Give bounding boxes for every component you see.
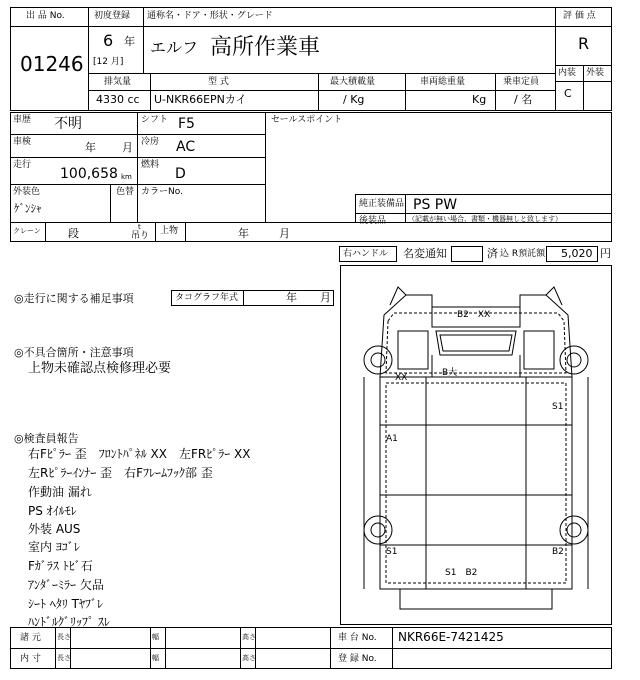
displacement-value: 4330 cc [96, 93, 140, 106]
damage-mark-cab-center: B大 [442, 368, 458, 378]
equipment-value: PS PW [413, 197, 458, 213]
damage-mark-right-mid: S1 [552, 402, 564, 412]
max-load-value: / Kg [343, 93, 365, 106]
interior-grade: C [564, 87, 572, 100]
first-reg-label: 初度登録 [94, 11, 131, 21]
car-name: エルフ [150, 38, 199, 57]
fuel-label: 燃料 [141, 160, 160, 170]
equipment-label: 純正装備品 [359, 199, 405, 209]
name-change-box [451, 246, 483, 262]
ac-label: 冷房 [141, 137, 160, 147]
recycle-prefix: 済 [487, 247, 498, 260]
inspector-line: ﾊﾝﾄﾞﾙｸﾞﾘｯﾌﾟ ｽﾚ [28, 615, 110, 629]
displacement-label: 排気量 [104, 77, 132, 87]
first-reg-month: [12 月] [93, 57, 124, 67]
capacity-label: 乗車定員 [503, 77, 540, 87]
ext-color-value: ｹﾞﾝｼｬ [14, 202, 42, 215]
crane-t: t [138, 223, 141, 231]
lot-number: 01246 [20, 52, 84, 76]
ac-value: AC [176, 139, 196, 155]
shift-label: シフト [141, 115, 169, 125]
lot-label: 出 品 No. [26, 11, 65, 21]
exterior-label: 外装 [586, 68, 605, 78]
crane-tsuri: 吊り [131, 231, 150, 241]
tacho-year: 年 [286, 291, 297, 304]
history-label: 車歴 [13, 115, 32, 125]
topload-label: 上物 [160, 226, 179, 236]
color-no-label: 色替 [116, 187, 135, 197]
inspection-label: 車検 [13, 137, 32, 147]
drive-side: 右ハンドル [343, 249, 389, 259]
interior-width-label: 幅 [152, 654, 159, 662]
tacho-label: タコグラフ年式 [175, 293, 239, 303]
gross-weight-value: Kg [472, 93, 487, 106]
aftermarket-note: （記載が無い場合、書類・機器無しと致します） [408, 215, 562, 223]
travel-notes-title: ◎走行に関する補足事項 [14, 292, 134, 305]
dims-length-label: 長さ [57, 633, 71, 641]
damage-mark-left-rear: S1 [386, 547, 398, 557]
damage-mark-rear: S1 B2 [445, 568, 478, 578]
history-value: 不明 [54, 116, 82, 132]
rating-value: R [578, 34, 590, 53]
dims-width-label: 幅 [152, 633, 159, 641]
inspector-line: 作動油 漏れ [28, 485, 92, 499]
ext-color-label: 外装色 [13, 187, 41, 197]
aftermarket-label: 後装品 [359, 216, 387, 226]
recycle-label: 込 R預託額 [500, 249, 546, 259]
inspector-line: Fｶﾞﾗｽ ﾄﾋﾞ石 [28, 559, 93, 573]
topload-year: 年 [238, 227, 249, 240]
inspector-line: 左Rﾋﾟﾗｰｲﾝﾅｰ 歪 右Fﾌﾚｰﾑﾌｯｸ部 歪 [28, 466, 213, 480]
interior-label: 内装 [558, 68, 577, 78]
inspector-line: 外装 AUS [28, 522, 81, 536]
crane-label: クレーン [13, 227, 41, 235]
car-grade: 高所作業車 [210, 35, 321, 60]
defect-title: ◎不具合箇所・注意事項 [14, 346, 134, 359]
shift-value: F5 [178, 116, 195, 132]
sales-point-label: セールスポイント [271, 115, 343, 125]
mileage-label: 走行 [13, 160, 32, 170]
capacity-value: / 名 [514, 93, 533, 106]
max-load-label: 最大積載量 [330, 77, 376, 87]
inspection-month: 月 [122, 141, 133, 154]
inspector-line: 右Fﾋﾟﾗｰ 歪 ﾌﾛﾝﾄﾊﾟﾈﾙ XX 左FRﾋﾟﾗｰ XX [28, 447, 251, 461]
inspector-line: ｼｰﾄ ﾍﾀﾘ Tﾔﾌﾞﾚ [28, 597, 103, 611]
crane-dan: 段 [68, 227, 79, 240]
chassis-number: NKR66E-7421425 [398, 630, 504, 644]
recycle-unit: 円 [600, 247, 611, 260]
inspector-title: ◎検査員報告 [14, 432, 79, 445]
gross-weight-label: 車両総重量 [420, 77, 466, 87]
interior-dims-label: 内 寸 [20, 654, 41, 664]
dims-height-label: 高さ [242, 633, 256, 641]
chassis-label: 車 台 No. [338, 633, 377, 643]
interior-height-label: 高さ [242, 654, 256, 662]
damage-mark-right-rear: B2 [552, 547, 564, 557]
mileage-value: 100,658 [60, 166, 118, 182]
damage-mark-left-mid: A1 [386, 434, 398, 444]
inspection-year: 年 [85, 141, 96, 154]
recycle-amount: 5,020 [561, 247, 593, 260]
tacho-month: 月 [320, 291, 331, 304]
registration-label: 登 録 No. [338, 654, 377, 664]
damage-mark-front-top: B2 XX [457, 310, 491, 320]
rating-label: 評 価 点 [563, 11, 596, 21]
mileage-unit: km [121, 173, 132, 181]
first-reg-year-unit: 年 [124, 35, 135, 48]
interior-length-label: 長さ [57, 654, 71, 662]
name-change-label: 名変通知 [403, 247, 447, 260]
inspector-line: ｱﾝﾀﾞｰﾐﾗｰ 欠品 [28, 578, 104, 592]
defect-text: 上物未確認点検修理必要 [28, 361, 172, 376]
model-value: U-NKR66EPNカイ [154, 93, 247, 106]
model-label: 型 式 [208, 77, 229, 87]
inspector-line: 室内 ﾖｺﾞﾚ [28, 540, 80, 554]
name-label: 通称名・ドア・形状・グレード [147, 11, 273, 21]
first-reg-year: 6 [103, 31, 114, 50]
dims-label: 諸 元 [20, 633, 41, 643]
fuel-value: D [175, 166, 186, 182]
topload-month: 月 [279, 227, 290, 240]
damage-mark-left-front: XX [395, 373, 408, 383]
color-code-label: カラーNo. [141, 187, 183, 197]
inspector-line: PS ｵｲﾙﾓﾚ [28, 504, 77, 518]
